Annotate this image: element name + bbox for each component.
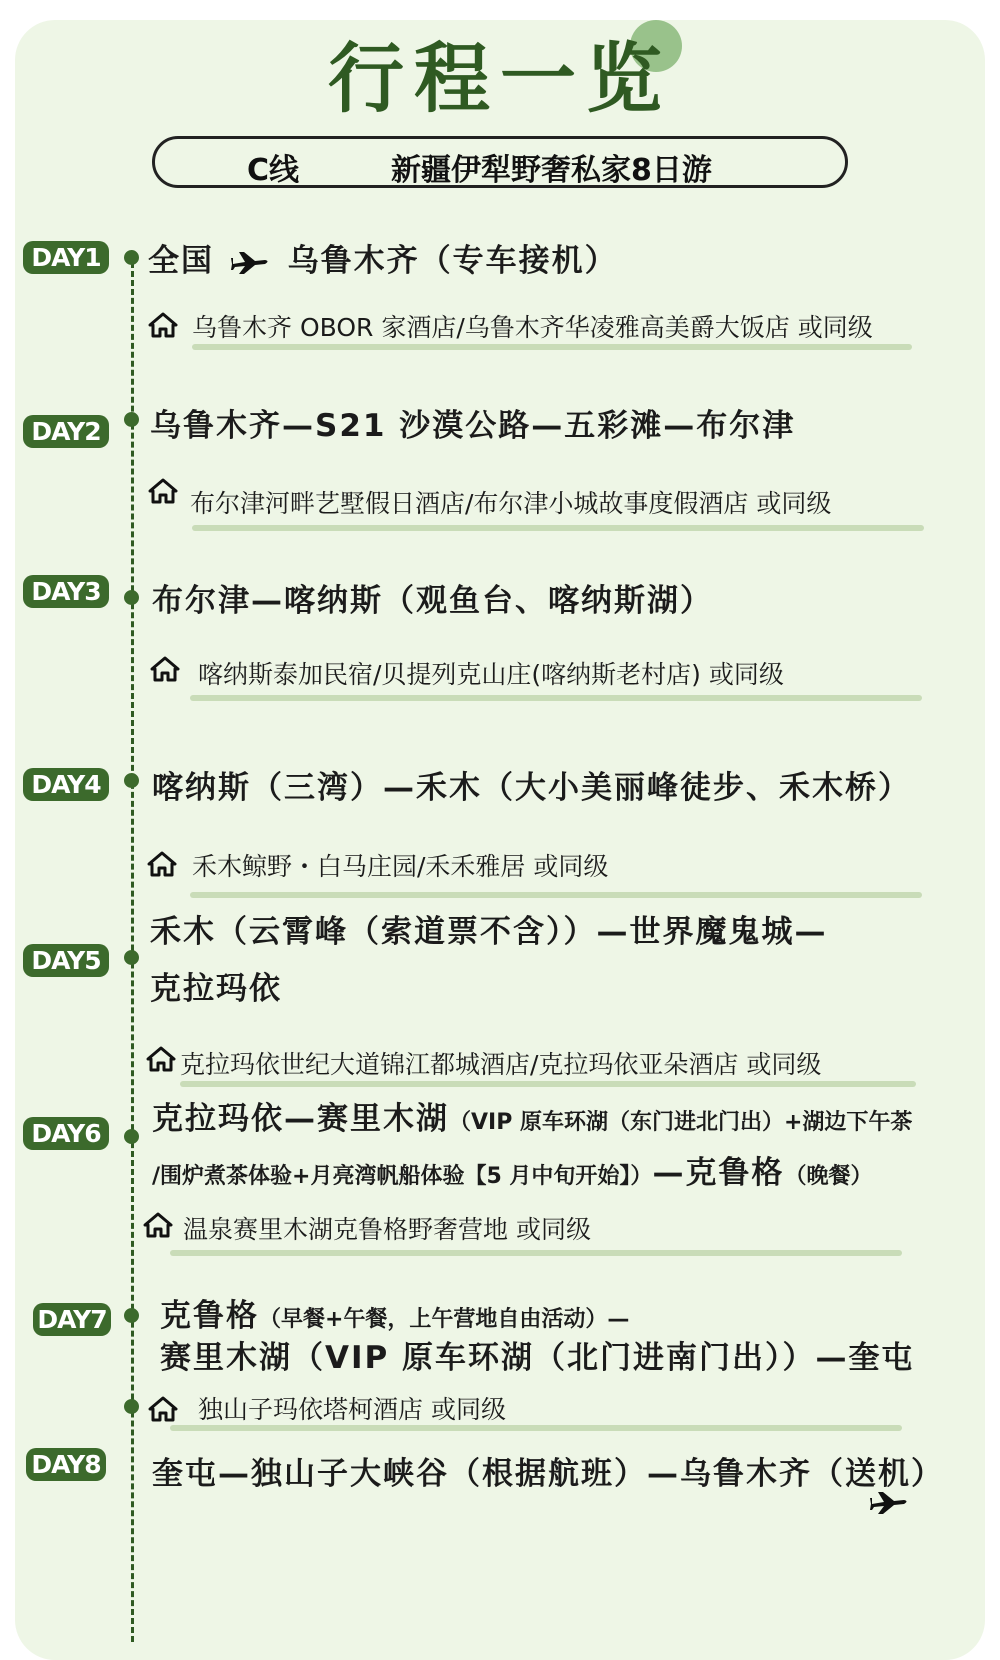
route-subtitle bbox=[152, 136, 848, 188]
day-route bbox=[152, 1093, 912, 1138]
house-icon bbox=[148, 478, 178, 504]
day-route: 禾木（云霄峰（索道票不含））—世界魔鬼城— bbox=[150, 914, 828, 950]
hotel-text: 独山子玛依塔柯酒店 或同级 bbox=[198, 1395, 506, 1424]
hotel-underline bbox=[190, 695, 922, 701]
route-text: 克拉玛依—赛里木湖 bbox=[152, 1101, 449, 1137]
route-note: （VIP 原车环湖（东门进北门出）+湖边下午茶 bbox=[449, 1110, 913, 1135]
timeline-dot bbox=[124, 1129, 139, 1144]
hotel-text: 喀纳斯泰加民宿/贝提列克山庄(喀纳斯老村店) 或同级 bbox=[198, 660, 784, 689]
airplane-icon bbox=[231, 250, 271, 276]
hotel-underline bbox=[180, 1081, 916, 1087]
house-icon bbox=[147, 851, 177, 877]
day-badge: DAY3 bbox=[23, 575, 109, 608]
house-icon bbox=[150, 656, 180, 682]
hotel-text: 温泉赛里木湖克鲁格野奢营地 或同级 bbox=[183, 1215, 591, 1244]
day-route bbox=[160, 1290, 629, 1335]
day-route-continued: 克拉玛依 bbox=[150, 971, 282, 1007]
day-route bbox=[148, 235, 618, 280]
route-text: 全国 bbox=[148, 243, 214, 279]
day-badge: DAY7 bbox=[33, 1303, 111, 1336]
hotel-underline bbox=[170, 1425, 902, 1431]
timeline-dot bbox=[124, 1308, 139, 1323]
hotel-text: 禾木鲸野・白马庄园/禾禾雅居 或同级 bbox=[192, 852, 609, 881]
day-route: 乌鲁木齐—S21 沙漠公路—五彩滩—布尔津 bbox=[150, 408, 796, 444]
timeline-dot bbox=[124, 950, 139, 965]
route-text: 乌鲁木齐（专车接机） bbox=[287, 243, 618, 279]
day-route-continued bbox=[152, 1147, 872, 1192]
day-route: 喀纳斯（三湾）—禾木（大小美丽峰徒步、禾木桥） bbox=[152, 770, 911, 806]
timeline-dot bbox=[124, 590, 139, 605]
house-icon bbox=[148, 312, 178, 338]
day-route: 布尔津—喀纳斯（观鱼台、喀纳斯湖） bbox=[152, 583, 713, 619]
timeline-dot bbox=[124, 250, 139, 265]
page-title: 行程一览 bbox=[328, 34, 672, 123]
day-route-continued: 赛里木湖（VIP 原车环湖（北门进南门出））—奎屯 bbox=[160, 1340, 915, 1376]
hotel-underline bbox=[190, 892, 922, 898]
route-note: （晚餐） bbox=[784, 1164, 873, 1189]
day-badge: DAY8 bbox=[26, 1448, 106, 1481]
route-text: 克鲁格 bbox=[160, 1298, 259, 1334]
hotel-text: 乌鲁木齐 OBOR 家酒店/乌鲁木齐华凌雅高美爵大饭店 或同级 bbox=[192, 313, 873, 342]
day-badge: DAY1 bbox=[23, 241, 109, 274]
timeline-dot bbox=[124, 773, 139, 788]
route-name: 新疆伊犁野奢私家8日游 bbox=[391, 153, 712, 188]
house-icon bbox=[143, 1212, 173, 1238]
day-route: 奎屯—独山子大峡谷（根据航班）—乌鲁木齐（送机） bbox=[152, 1456, 944, 1492]
timeline-dot bbox=[124, 412, 139, 427]
day-badge: DAY6 bbox=[23, 1117, 109, 1150]
timeline-dot bbox=[124, 1399, 139, 1414]
route-note: /围炉煮茶体验+月亮湾帆船体验【5 月中旬开始】） bbox=[152, 1164, 653, 1189]
house-icon bbox=[146, 1046, 176, 1072]
house-icon bbox=[148, 1396, 178, 1422]
route-text: —克鲁格 bbox=[652, 1155, 785, 1191]
hotel-underline bbox=[192, 525, 924, 531]
hotel-underline bbox=[192, 344, 912, 350]
hotel-underline bbox=[170, 1250, 902, 1256]
hotel-text: 布尔津河畔艺墅假日酒店/布尔津小城故事度假酒店 或同级 bbox=[190, 489, 832, 518]
route-note: （早餐+午餐，上午营地自由活动）— bbox=[259, 1307, 630, 1332]
airplane-icon bbox=[870, 1490, 910, 1516]
day-badge: DAY4 bbox=[23, 768, 109, 801]
route-code: C线 bbox=[247, 153, 300, 188]
day-badge: DAY2 bbox=[23, 415, 109, 448]
day-badge: DAY5 bbox=[23, 944, 109, 977]
hotel-text: 克拉玛依世纪大道锦江都城酒店/克拉玛依亚朵酒店 或同级 bbox=[180, 1050, 822, 1079]
